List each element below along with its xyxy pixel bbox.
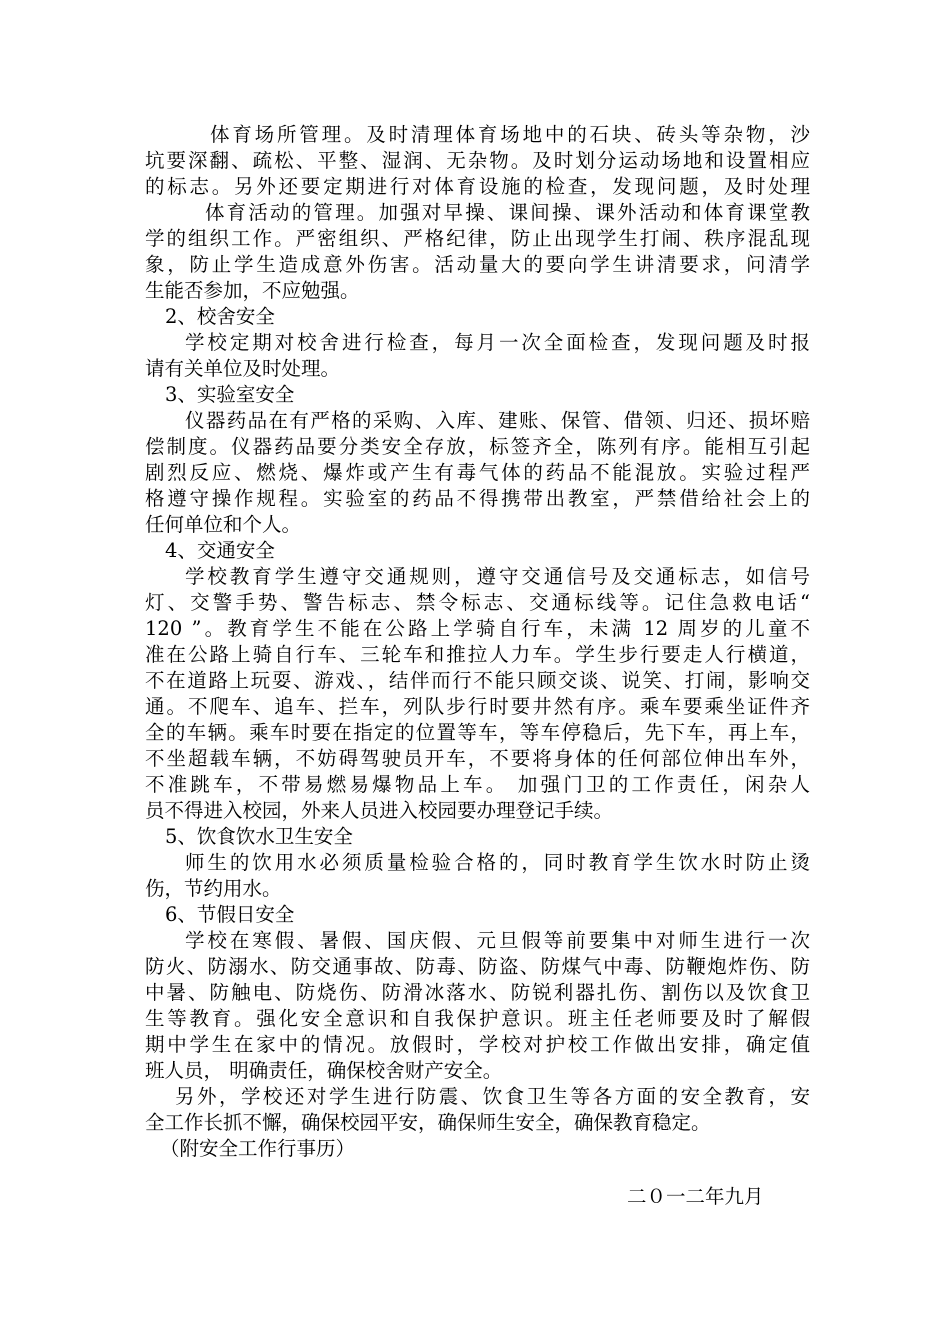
paragraph-line: 通。不爬车、追车、拦车，列队步行时要井然有序。乘车要乘坐证件齐 bbox=[145, 695, 810, 718]
paragraph-line: 格遵守操作规程。实验室的药品不得携带出教室，严禁借给社会上的 bbox=[145, 487, 810, 510]
paragraph-line: 全工作长抓不懈，确保校园平安，确保师生安全，确保教育稳定。 bbox=[145, 1111, 711, 1134]
paragraph-line: 另外，学校还对学生进行防震、饮食卫生等各方面的安全教育，安 bbox=[175, 1085, 810, 1108]
paragraph-line: 准在公路上骑自行车、三轮车和推拉人力车。学生步行要走人行横道， bbox=[145, 643, 810, 666]
paragraph-line: 不准跳车，不带易燃易爆物品上车。 加强门卫的工作责任，闲杂人 bbox=[145, 773, 810, 796]
paragraph-line: 仪器药品在有严格的采购、入库、建账、保管、借领、归还、损坏赔 bbox=[185, 409, 810, 432]
section-heading: 2、校舍安全 bbox=[165, 305, 275, 328]
paragraph-line: 120 ”。教育学生不能在公路上学骑自行车，未满 12 周岁的儿童不 bbox=[145, 617, 810, 640]
section-heading: 6、节假日安全 bbox=[165, 903, 295, 926]
paragraph-line: 学校在寒假、暑假、国庆假、元旦假等前要集中对师生进行一次 bbox=[185, 929, 810, 952]
paragraph-line: 伤，节约用水。 bbox=[145, 877, 282, 900]
paragraph-line: 中暑、防触电、防烧伤、防滑冰落水、防锐利器扎伤、割伤以及饮食卫 bbox=[145, 981, 810, 1004]
paragraph-line: 体育活动的管理。加强对早操、课间操、课外活动和体育课堂教 bbox=[205, 201, 810, 224]
paragraph-line: 防火、防溺水、防交通事故、防毒、防盗、防煤气中毒、防鞭炮炸伤、防 bbox=[145, 955, 810, 978]
paragraph-line: 期中学生在家中的情况。放假时，学校对护校工作做出安排，确定值 bbox=[145, 1033, 810, 1056]
paragraph-line: 的标志。另外还要定期进行对体育设施的检查，发现问题，及时处理 bbox=[145, 175, 810, 198]
paragraph-line: 全的车辆。乘车时要在指定的位置等车，等车停稳后，先下车，再上车， bbox=[145, 721, 810, 744]
paragraph-line: 灯、交警手势、警告标志、禁令标志、交通标线等。记住急救电话“ bbox=[145, 591, 810, 614]
paragraph-line: 不在道路上玩耍、游戏、，结伴而行不能只顾交谈、说笑、打闹，影响交 bbox=[145, 669, 810, 692]
paragraph-line: 学校定期对校舍进行检查，每月一次全面检查，发现问题及时报 bbox=[185, 331, 810, 354]
attachment-note: （附安全工作行事历） bbox=[160, 1137, 356, 1160]
paragraph-line: 生等教育。强化安全意识和自我保护意识。班主任老师要及时了解假 bbox=[145, 1007, 810, 1030]
section-heading: 3、实验室安全 bbox=[165, 383, 295, 406]
paragraph-line: 员不得进入校园，外来人员进入校园要办理登记手续。 bbox=[145, 799, 614, 822]
paragraph-line: 象，防止学生造成意外伤害。活动量大的要向学生讲清要求，问清学 bbox=[145, 253, 810, 276]
paragraph-line: 学的组织工作。严密组织、严格纪律，防止出现学生打闹、秩序混乱现 bbox=[145, 227, 810, 250]
section-heading: 4、交通安全 bbox=[165, 539, 275, 562]
paragraph-line: 请有关单位及时处理。 bbox=[145, 357, 341, 380]
paragraph-line: 学校教育学生遵守交通规则，遵守交通信号及交通标志，如信号 bbox=[185, 565, 810, 588]
paragraph-line: 任何单位和个人。 bbox=[145, 513, 302, 536]
paragraph-line: 坑要深翻、疏松、平整、湿润、无杂物。及时划分运动场地和设置相应 bbox=[145, 149, 810, 172]
paragraph-line: 生能否参加，不应勉强。 bbox=[145, 279, 360, 302]
paragraph-line: 剧烈反应、燃烧、爆炸或产生有毒气体的药品不能混放。实验过程严 bbox=[145, 461, 810, 484]
paragraph-line: 师生的饮用水必须质量检验合格的，同时教育学生饮水时防止烫 bbox=[185, 851, 810, 874]
section-heading: 5、饮食饮水卫生安全 bbox=[165, 825, 353, 848]
paragraph-line: 体育场所管理。及时清理体育场地中的石块、砖头等杂物，沙 bbox=[210, 123, 810, 146]
document-date: 二０一二年九月 bbox=[627, 1185, 764, 1208]
paragraph-line: 不坐超载车辆，不妨碍驾驶员开车，不要将身体的任何部位伸出车外， bbox=[145, 747, 810, 770]
paragraph-line: 班人员， 明确责任，确保校舍财产安全。 bbox=[145, 1059, 503, 1082]
paragraph-line: 偿制度。仪器药品要分类安全存放，标签齐全，陈列有序。能相互引起 bbox=[145, 435, 810, 458]
